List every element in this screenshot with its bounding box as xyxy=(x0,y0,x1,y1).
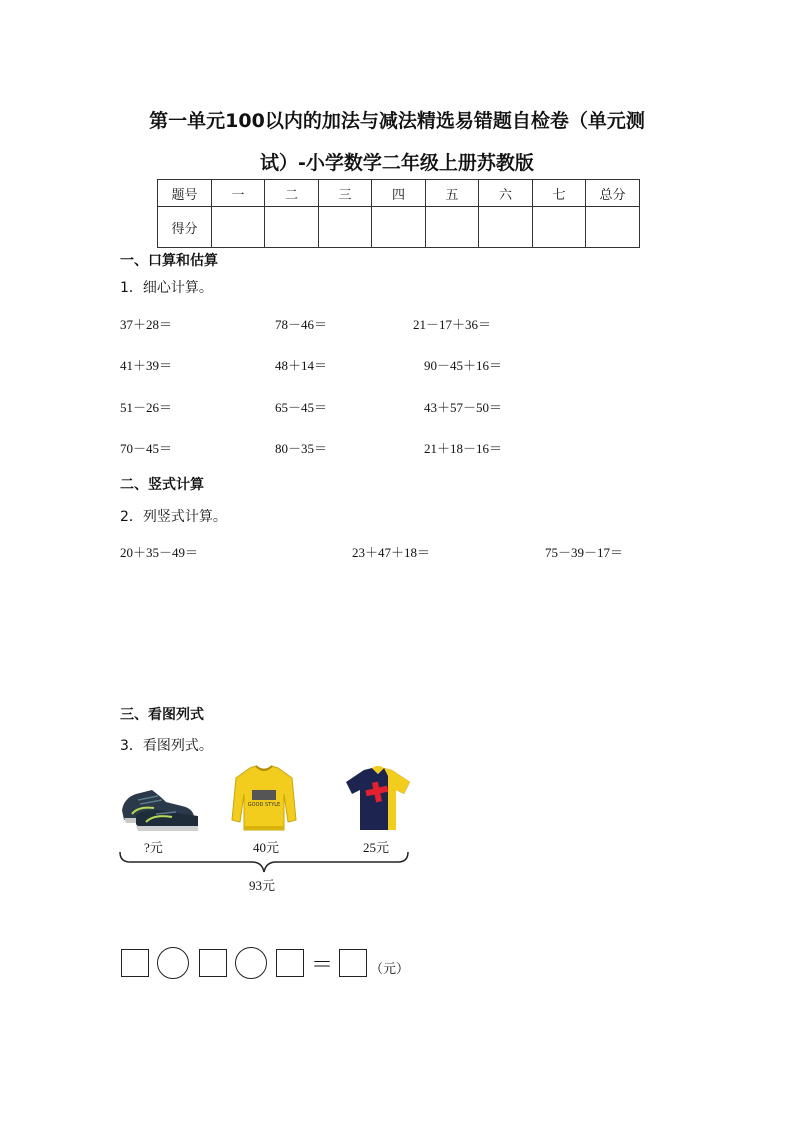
exercise: 21－17＋36＝ xyxy=(413,317,492,332)
score-header-cell: 四 xyxy=(372,180,426,207)
score-cell[interactable] xyxy=(479,207,533,248)
section2-heading: 二、竖式计算 xyxy=(120,477,204,493)
score-header-cell: 七 xyxy=(533,180,586,207)
exercise: 37＋28＝ xyxy=(120,317,173,332)
sweater-image xyxy=(230,764,298,834)
unit-label: （元） xyxy=(370,962,410,977)
score-header-cell: 题号 xyxy=(158,180,212,207)
score-header-cell: 六 xyxy=(479,180,533,207)
total-price: 93元 xyxy=(249,878,276,893)
price-shoes: ?元 xyxy=(144,840,163,855)
exercise: 41＋39＝ xyxy=(120,358,173,373)
score-cell[interactable] xyxy=(319,207,372,248)
exercise: 23＋47＋18＝ xyxy=(352,545,431,560)
exercise: 21＋18－16＝ xyxy=(424,441,503,456)
answer-box[interactable] xyxy=(199,949,227,977)
tshirt-image xyxy=(344,766,412,832)
price-sweater: 40元 xyxy=(253,840,280,855)
exercise: 43＋57－50＝ xyxy=(424,400,503,415)
exercise: 90－45＋16＝ xyxy=(424,358,503,373)
exercise: 65－45＝ xyxy=(275,400,328,415)
page-title-line1: 第一单元100以内的加法与减法精选易错题自检卷（单元测 xyxy=(149,110,645,132)
section3-heading: 三、看图列式 xyxy=(120,707,204,723)
score-cell[interactable] xyxy=(426,207,479,248)
score-row-label: 得分 xyxy=(158,207,212,248)
score-table-header-row xyxy=(158,180,640,207)
answer-box[interactable] xyxy=(276,949,304,977)
score-header-cell: 三 xyxy=(319,180,372,207)
shoes-image xyxy=(118,780,200,834)
score-table-score-row xyxy=(158,207,640,248)
exercise: 75－39－17＝ xyxy=(545,545,624,560)
total-brace xyxy=(116,850,412,874)
exercise: 51－26＝ xyxy=(120,400,173,415)
score-header-cell: 总分 xyxy=(586,180,640,207)
answer-box[interactable] xyxy=(121,949,149,977)
score-cell[interactable] xyxy=(586,207,640,248)
exercise: 48＋14＝ xyxy=(275,358,328,373)
score-header-cell: 二 xyxy=(265,180,319,207)
exercise: 78－46＝ xyxy=(275,317,328,332)
section3-question: 3．看图列式。 xyxy=(120,738,213,754)
score-cell[interactable] xyxy=(212,207,265,248)
sweater-print: GOOD STYLE xyxy=(247,802,281,808)
result-box[interactable] xyxy=(339,949,367,977)
exercise: 70－45＝ xyxy=(120,441,173,456)
operator-circle[interactable] xyxy=(235,947,267,979)
score-cell[interactable] xyxy=(265,207,319,248)
exercise: 80－35＝ xyxy=(275,441,328,456)
exercise: 20＋35－49＝ xyxy=(120,545,199,560)
score-cell[interactable] xyxy=(372,207,426,248)
price-tshirt: 25元 xyxy=(363,840,390,855)
score-header-cell: 一 xyxy=(212,180,265,207)
page-title-line2: 试）-小学数学二年级上册苏教版 xyxy=(260,152,534,174)
equals-sign: ＝ xyxy=(311,953,334,978)
operator-circle[interactable] xyxy=(157,947,189,979)
score-cell[interactable] xyxy=(533,207,586,248)
score-table xyxy=(157,179,640,248)
score-header-cell: 五 xyxy=(426,180,479,207)
section1-question: 1．细心计算。 xyxy=(120,280,213,296)
section1-heading: 一、口算和估算 xyxy=(120,253,218,269)
section2-question: 2．列竖式计算。 xyxy=(120,509,227,525)
